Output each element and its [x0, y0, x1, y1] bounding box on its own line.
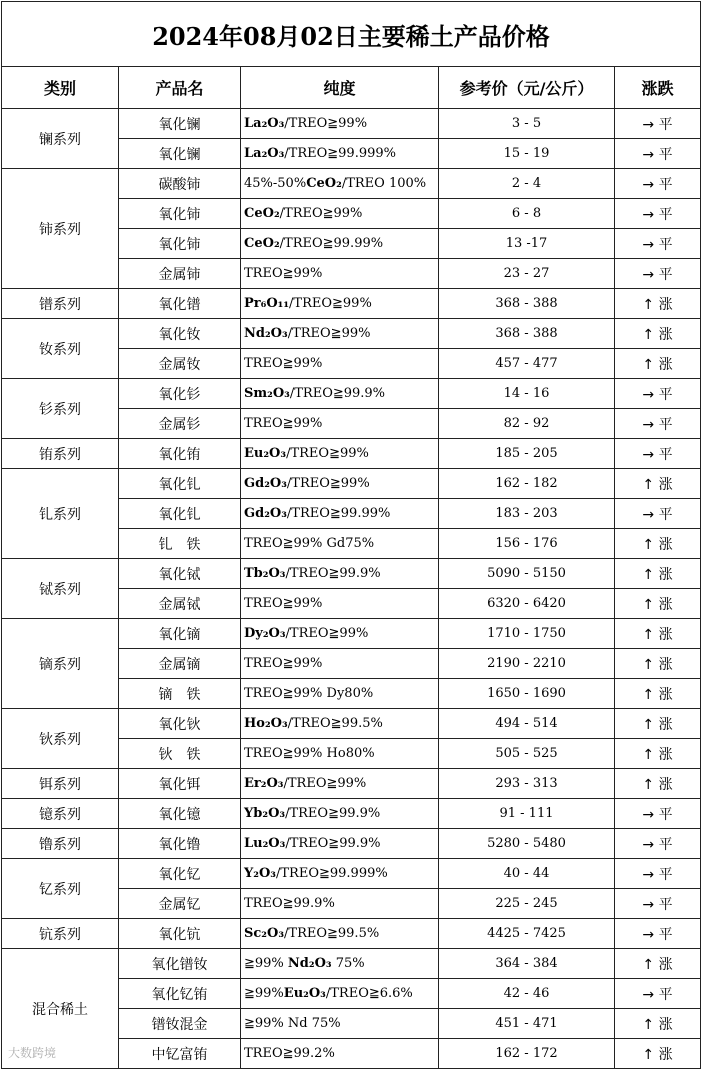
price-cell: 457 - 477	[439, 349, 615, 379]
purity-cell	[241, 649, 439, 679]
formula-text: Ho₂O₃	[244, 716, 288, 731]
header-category: 类别	[2, 67, 119, 109]
formula-text: Nd₂O₃	[244, 326, 288, 341]
price-cell: 2 - 4	[439, 169, 615, 199]
product-name-cell: 氧化铈	[119, 229, 241, 259]
product-name-cell: 镝 铁	[119, 679, 241, 709]
product-name-cell: 氧化钪	[119, 919, 241, 949]
table-row	[2, 859, 701, 889]
purity-text: TREO≧99%	[244, 356, 323, 371]
change-cell: ↑ 涨	[615, 1009, 701, 1039]
table-row	[2, 559, 701, 589]
table-row	[2, 619, 701, 649]
formula-text: Er₂O₃	[244, 776, 284, 791]
price-cell: 494 - 514	[439, 709, 615, 739]
header-price: 参考价（元/公斤）	[439, 67, 615, 109]
product-name-cell: 金属钇	[119, 889, 241, 919]
purity-text: /TREO≧99.5%	[287, 716, 383, 731]
purity-text: TREO≧99.2%	[244, 1046, 335, 1061]
change-cell: ↑ 涨	[615, 559, 701, 589]
formula-text: La₂O₃	[244, 116, 285, 131]
category-cell: 钇系列	[2, 859, 119, 919]
product-name-cell: 中钇富铕	[119, 1039, 241, 1069]
purity-text: /TREO≧6.6%	[325, 986, 413, 1001]
change-cell: ↑ 涨	[615, 709, 701, 739]
change-cell: ↑ 涨	[615, 619, 701, 649]
price-table	[1, 1, 701, 1069]
purity-text: ≧99% Nd 75%	[244, 1016, 341, 1031]
change-cell: ↑ 涨	[615, 319, 701, 349]
price-cell: 13 -17	[439, 229, 615, 259]
price-cell: 225 - 245	[439, 889, 615, 919]
change-cell: ↑ 涨	[615, 469, 701, 499]
change-cell: ↑ 涨	[615, 739, 701, 769]
table-row	[2, 169, 701, 199]
product-name-cell: 氧化铈	[119, 199, 241, 229]
change-cell: → 平	[615, 979, 701, 1009]
price-cell: 293 - 313	[439, 769, 615, 799]
price-cell: 14 - 16	[439, 379, 615, 409]
category-cell: 钕系列	[2, 319, 119, 379]
price-cell: 82 - 92	[439, 409, 615, 439]
formula-text: CeO₂	[244, 206, 280, 221]
product-name-cell: 氧化铒	[119, 769, 241, 799]
purity-text: /TREO≧99.99%	[279, 236, 384, 251]
price-cell: 364 - 384	[439, 949, 615, 979]
purity-text: /TREO≧99%	[283, 776, 367, 791]
purity-cell	[241, 409, 439, 439]
change-cell: → 平	[615, 169, 701, 199]
category-cell: 钆系列	[2, 469, 119, 559]
purity-cell	[241, 679, 439, 709]
purity-cell	[241, 469, 439, 499]
purity-cell	[241, 379, 439, 409]
change-cell: → 平	[615, 799, 701, 829]
product-name-cell: 钬 铁	[119, 739, 241, 769]
product-name-cell: 氧化铕	[119, 439, 241, 469]
change-cell: → 平	[615, 409, 701, 439]
change-cell: ↑ 涨	[615, 769, 701, 799]
product-name-cell: 氧化钆	[119, 469, 241, 499]
purity-text: /TREO≧99.9%	[285, 806, 381, 821]
purity-text: /TREO≧99.9%	[289, 386, 386, 401]
purity-cell	[241, 319, 439, 349]
product-name-cell: 金属镝	[119, 649, 241, 679]
product-name-cell: 钆 铁	[119, 529, 241, 559]
change-cell: ↑ 涨	[615, 529, 701, 559]
purity-cell	[241, 619, 439, 649]
product-name-cell: 氧化镨	[119, 289, 241, 319]
purity-cell	[241, 229, 439, 259]
formula-text: Lu₂O₃	[244, 836, 286, 851]
category-cell: 钪系列	[2, 919, 119, 949]
change-cell: → 平	[615, 259, 701, 289]
table-row	[2, 799, 701, 829]
change-cell: ↑ 涨	[615, 349, 701, 379]
price-cell: 5090 - 5150	[439, 559, 615, 589]
product-name-cell: 氧化镧	[119, 109, 241, 139]
page-title: 2024年08月02日主要稀土产品价格	[2, 2, 701, 67]
price-cell: 1710 - 1750	[439, 619, 615, 649]
product-name-cell: 金属钐	[119, 409, 241, 439]
purity-text: /TREO≧99%	[279, 206, 363, 221]
purity-cell	[241, 499, 439, 529]
change-cell: → 平	[615, 499, 701, 529]
change-cell: ↑ 涨	[615, 589, 701, 619]
change-cell: → 平	[615, 379, 701, 409]
purity-cell	[241, 919, 439, 949]
formula-text: Gd₂O₃	[244, 506, 287, 521]
purity-cell	[241, 259, 439, 289]
change-cell: → 平	[615, 919, 701, 949]
formula-text: Sm₂O₃	[244, 386, 290, 401]
change-cell: ↑ 涨	[615, 949, 701, 979]
formula-text: Tb₂O₃	[244, 566, 286, 581]
change-cell: → 平	[615, 889, 701, 919]
header-row	[2, 67, 701, 109]
table-row	[2, 319, 701, 349]
product-name-cell: 氧化铽	[119, 559, 241, 589]
purity-text: TREO≧99%	[244, 596, 323, 611]
table-row	[2, 769, 701, 799]
purity-text: TREO≧99%	[244, 416, 323, 431]
formula-text: Eu₂O₃	[283, 986, 326, 1001]
header-purity: 纯度	[241, 67, 439, 109]
purity-text: /TREO≧99.9%	[285, 836, 381, 851]
price-cell: 183 - 203	[439, 499, 615, 529]
change-cell: → 平	[615, 829, 701, 859]
purity-cell	[241, 769, 439, 799]
purity-text: TREO≧99% Gd75%	[244, 536, 375, 551]
purity-text: /TREO≧99%	[286, 446, 369, 461]
price-cell: 42 - 46	[439, 979, 615, 1009]
change-cell: → 平	[615, 109, 701, 139]
purity-cell	[241, 979, 439, 1009]
table-row	[2, 439, 701, 469]
table-row	[2, 379, 701, 409]
purity-cell	[241, 709, 439, 739]
purity-cell	[241, 799, 439, 829]
change-cell: ↑ 涨	[615, 679, 701, 709]
change-cell: ↑ 涨	[615, 649, 701, 679]
table-row	[2, 949, 701, 979]
formula-text: Yb₂O₃	[244, 806, 286, 821]
formula-text: Eu₂O₃	[244, 446, 287, 461]
purity-cell	[241, 949, 439, 979]
formula-text: CeO₂	[306, 176, 342, 191]
price-cell: 162 - 182	[439, 469, 615, 499]
purity-text: /TREO 100%	[341, 176, 427, 191]
product-name-cell: 碳酸铈	[119, 169, 241, 199]
purity-cell	[241, 589, 439, 619]
change-cell: ↑ 涨	[615, 289, 701, 319]
table-row	[2, 829, 701, 859]
price-cell: 368 - 388	[439, 319, 615, 349]
category-cell: 钐系列	[2, 379, 119, 439]
price-cell: 156 - 176	[439, 529, 615, 559]
purity-text: 45%-50%	[244, 176, 307, 191]
formula-text: La₂O₃	[244, 146, 285, 161]
product-name-cell: 镨钕混金	[119, 1009, 241, 1039]
change-cell: → 平	[615, 859, 701, 889]
purity-text: /TREO≧99.999%	[284, 146, 396, 161]
product-name-cell: 金属铈	[119, 259, 241, 289]
price-cell: 3 - 5	[439, 109, 615, 139]
category-cell: 镥系列	[2, 829, 119, 859]
header-change: 涨跌	[615, 67, 701, 109]
category-cell: 镧系列	[2, 109, 119, 169]
purity-text: /TREO≧99%	[286, 476, 370, 491]
change-cell: ↑ 涨	[615, 1039, 701, 1069]
price-cell: 451 - 471	[439, 1009, 615, 1039]
category-cell: 钬系列	[2, 709, 119, 769]
price-cell: 2190 - 2210	[439, 649, 615, 679]
purity-text: /TREO≧99.9%	[285, 566, 381, 581]
header-product: 产品名	[119, 67, 241, 109]
product-name-cell: 氧化钕	[119, 319, 241, 349]
product-name-cell: 氧化钐	[119, 379, 241, 409]
category-cell: 铈系列	[2, 169, 119, 289]
table-row	[2, 919, 701, 949]
purity-text: /TREO≧99.5%	[284, 926, 380, 941]
category-cell: 铽系列	[2, 559, 119, 619]
formula-text: Nd₂O₃	[287, 956, 332, 971]
table-row	[2, 469, 701, 499]
product-name-cell: 氧化钬	[119, 709, 241, 739]
purity-text: /TREO≧99%	[284, 116, 368, 131]
product-name-cell: 氧化镧	[119, 139, 241, 169]
price-cell: 162 - 172	[439, 1039, 615, 1069]
price-cell: 4425 - 7425	[439, 919, 615, 949]
price-cell: 185 - 205	[439, 439, 615, 469]
purity-text: /TREO≧99%	[287, 326, 371, 341]
purity-cell	[241, 349, 439, 379]
purity-cell	[241, 289, 439, 319]
price-cell: 505 - 525	[439, 739, 615, 769]
formula-text: CeO₂	[244, 236, 280, 251]
category-cell: 镨系列	[2, 289, 119, 319]
purity-text: /TREO≧99.99%	[286, 506, 391, 521]
change-cell: → 平	[615, 229, 701, 259]
table-row	[2, 109, 701, 139]
watermark-logo: 大数跨境	[8, 1046, 57, 1060]
purity-cell	[241, 1009, 439, 1039]
category-cell: 镝系列	[2, 619, 119, 709]
product-name-cell: 金属钕	[119, 349, 241, 379]
purity-cell	[241, 739, 439, 769]
purity-cell	[241, 889, 439, 919]
category-cell: 混合稀土	[2, 949, 119, 1069]
price-cell: 15 - 19	[439, 139, 615, 169]
table-row	[2, 289, 701, 319]
category-cell: 镱系列	[2, 799, 119, 829]
formula-text: Y₂O₃	[244, 866, 276, 881]
formula-text: Pr₆O₁₁	[244, 296, 290, 311]
product-name-cell: 氧化钇铕	[119, 979, 241, 1009]
product-name-cell: 氧化钇	[119, 859, 241, 889]
change-cell: → 平	[615, 199, 701, 229]
purity-cell	[241, 439, 439, 469]
purity-text: TREO≧99%	[244, 266, 323, 281]
purity-cell	[241, 529, 439, 559]
formula-text: Sc₂O₃	[244, 926, 285, 941]
purity-text: ≧99%	[244, 956, 288, 971]
price-cell: 6320 - 6420	[439, 589, 615, 619]
price-cell: 91 - 111	[439, 799, 615, 829]
price-cell: 23 - 27	[439, 259, 615, 289]
purity-cell	[241, 859, 439, 889]
purity-text: TREO≧99.9%	[244, 896, 335, 911]
formula-text: Gd₂O₃	[244, 476, 287, 491]
category-cell: 铒系列	[2, 769, 119, 799]
purity-text: /TREO≧99%	[285, 626, 369, 641]
purity-cell	[241, 109, 439, 139]
product-name-cell: 氧化镱	[119, 799, 241, 829]
price-cell: 368 - 388	[439, 289, 615, 319]
category-cell: 铕系列	[2, 439, 119, 469]
change-cell: → 平	[615, 139, 701, 169]
change-cell: → 平	[615, 439, 701, 469]
purity-text: 75%	[331, 956, 365, 971]
purity-text: /TREO≧99.999%	[276, 866, 388, 881]
purity-text: TREO≧99% Ho80%	[244, 746, 375, 761]
table-row	[2, 709, 701, 739]
purity-text: /TREO≧99%	[289, 296, 372, 311]
product-name-cell: 金属铽	[119, 589, 241, 619]
purity-cell	[241, 559, 439, 589]
product-name-cell: 氧化钆	[119, 499, 241, 529]
price-cell: 5280 - 5480	[439, 829, 615, 859]
purity-cell	[241, 829, 439, 859]
purity-cell	[241, 139, 439, 169]
price-cell: 1650 - 1690	[439, 679, 615, 709]
price-cell: 6 - 8	[439, 199, 615, 229]
purity-cell	[241, 169, 439, 199]
purity-text: ≧99%	[244, 986, 284, 1001]
price-cell: 40 - 44	[439, 859, 615, 889]
product-name-cell: 氧化镥	[119, 829, 241, 859]
product-name-cell: 氧化镝	[119, 619, 241, 649]
product-name-cell: 氧化镨钕	[119, 949, 241, 979]
formula-text: Dy₂O₃	[244, 626, 286, 641]
purity-cell	[241, 1039, 439, 1069]
purity-text: TREO≧99%	[244, 656, 323, 671]
table-body	[2, 109, 701, 1069]
purity-text: TREO≧99% Dy80%	[244, 686, 374, 701]
purity-cell	[241, 199, 439, 229]
